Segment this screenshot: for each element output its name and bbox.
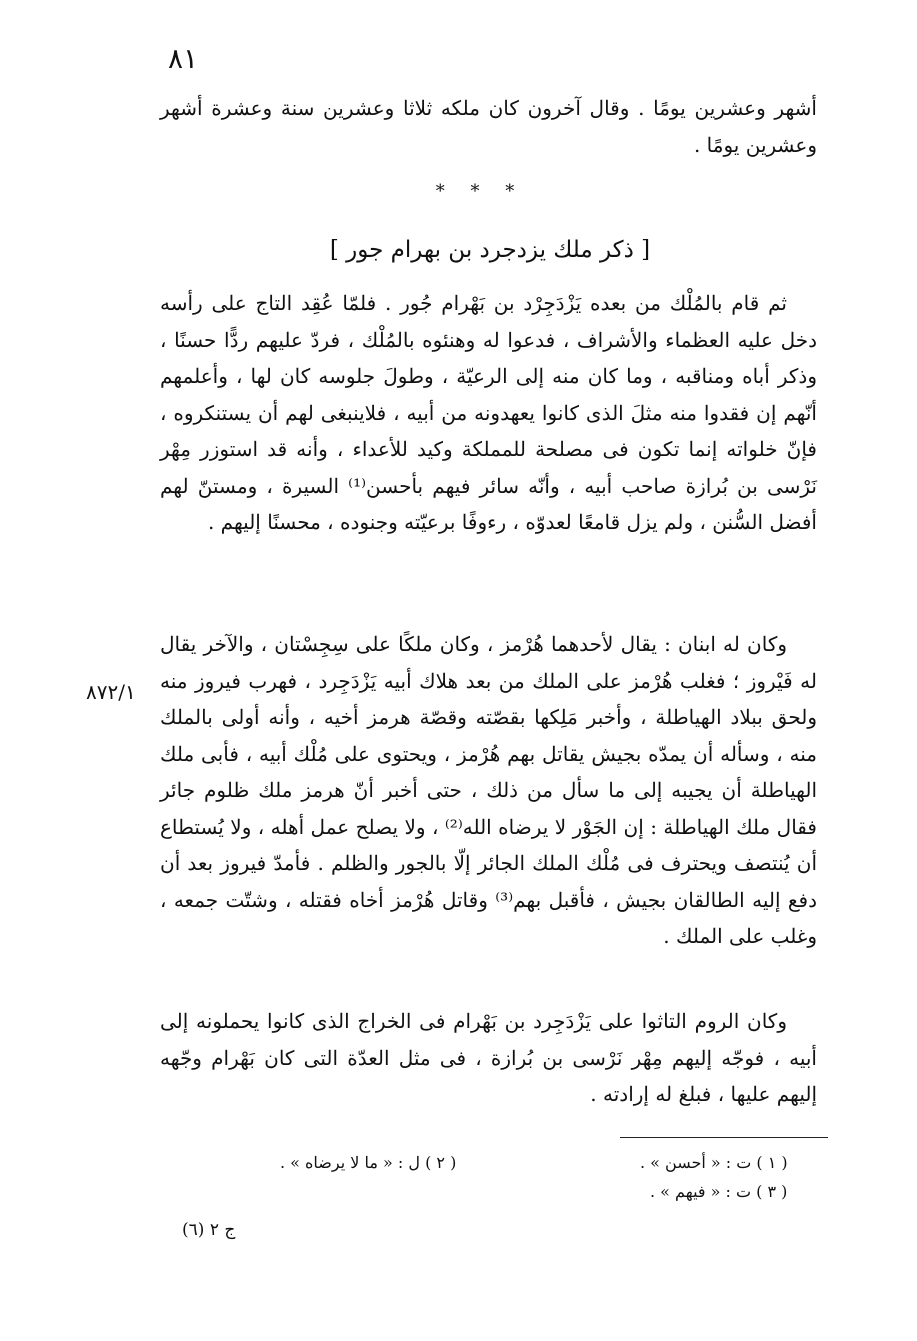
page-number: ٨١ xyxy=(168,42,199,75)
paragraph: ثم قام بالمُلْك من بعده يَزْدَجِرْد بن بَهْرام جُور . فلمّا عُقِد التاج على رأسه دخل عليه العظماء والأشراف ، فدعوا له وهنئوه بالمُلْك ، فردّ عليهم ردًّا حسنًا ، وذكر أباه ومناقبه ، وما كان منه إلى الرعيّة ، وطولَ جلوسه كان لها ، وأعلمهم أنّهم إن فقدوا منه مثلَ الذى كانوا يعهدونه من أبيه ، فلاينبغى لهم أن يستنكروه ، فإنّ خلواته إنما تكون فى مصلحة للمملكة وكيد للأعداء ، وأنه قد استوزر مِهْر نَرْسى بن بُرازة صاحب أبيه ، وأنّه سائر فيهم بأحسن⁽¹⁾ السيرة ، ومستنّ لهم أفضل السُّنن ، ولم يزل قامعًا لعدوّه ، رءوفًا برعيّته وجنوده ، محسنًا إليهم . xyxy=(160,291,817,534)
margin-reference: ٨٧٢/١ xyxy=(86,680,136,704)
main-text-3 xyxy=(160,1003,817,1113)
footnote-1: ( ١ ) ت : « أحسن » . xyxy=(640,1153,788,1172)
intro-paragraph xyxy=(160,90,817,163)
footnote-rule xyxy=(620,1137,828,1138)
section-separator: * * * xyxy=(435,181,525,202)
paragraph: وكان الروم التاثوا على يَزْدَجِرد بن بَهْرام فى الخراج الذى كانوا يحملونه إلى أبيه ، فوجّه إليهم مِهْر نَرْسى بن بُرازة ، فى مثل العدّة التى كان بَهْرام وجّهه إليهم عليها ، فبلغ له إرادته . xyxy=(160,1009,817,1106)
footnote-3: ( ٣ ) ت : « فيهم » . xyxy=(650,1182,788,1201)
section-heading: [ ذكر ملك يزدجرد بن بهرام جور ] xyxy=(329,237,651,263)
intro-text: أشهر وعشرين يومًا . وقال آخرون كان ملكه ثلاثا وعشرين سنة وعشرة أشهر وعشرين يومًا . xyxy=(160,96,817,157)
footnote-2: ( ٢ ) ل : « ما لا يرضاه » . xyxy=(280,1153,457,1172)
main-text-2 xyxy=(160,626,817,955)
signature-mark: ج ٢ (٦) xyxy=(182,1220,236,1240)
main-text-1 xyxy=(160,285,817,541)
paragraph: وكان له ابنان : يقال لأحدهما هُرْمز ، وكان ملكًا على سِجِسْتان ، والآخر يقال له فَيْروز ؛ فغلب هُرْمز على الملك من بعد هلاك أبيه يَزْدَجِرد ، فهرب فيروز منه ولحق ببلاد الهياطلة ، وأخبر مَلِكها بقصّته وقصّة هرمز أخيه ، وأنه أولى بالملك منه ، وسأله أن يمدّه بجيش يقاتل بهم هُرْمز ، ويحتوى على مُلْك أبيه ، فأبى ملك الهياطلة أن يجيبه إلى ما سأل من ذلك ، حتى أخبر أنّ هرمز ملك ظلوم جائر فقال ملك الهياطلة : إن الجَوْر لا يرضاه الله⁽²⁾ ، ولا يصلح عمل أهله ، ولا يُستطاع أن يُنتصف ويحترف فى مُلْك الملك الجائر إلّا بالجور والظلم . فأمدّ فيروز بعد أن دفع إليه الطالقان بجيش ، فأقبل بهم⁽³⁾ وقاتل هُرْمز أخاه فقتله ، وشتّت جمعه ، وغلب على الملك . xyxy=(160,632,817,948)
